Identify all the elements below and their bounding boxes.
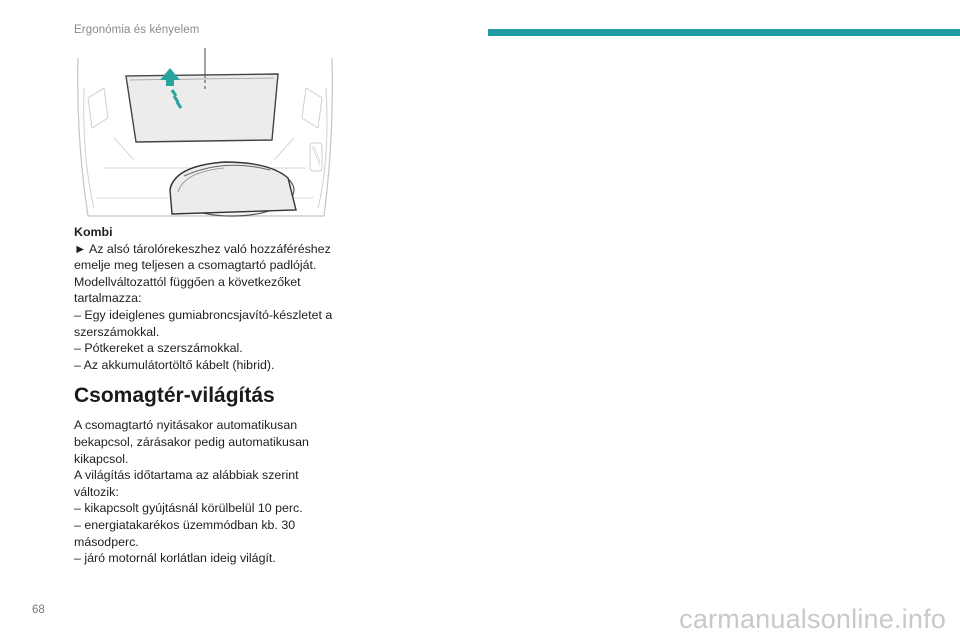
- running-header: Ergonómia és kényelem: [74, 24, 200, 36]
- section-paragraph: A világítás időtartama az alábbiak szerint változik:: [74, 468, 299, 499]
- section-title: Csomagtér-világítás: [74, 384, 275, 408]
- intro-text: Modellváltozattól függően a következőket tartalmazza:: [74, 274, 301, 306]
- instruction: ► Az alsó tárolórekeszhez való hozzáféréshez emelje meg teljesen a csomagtartó padlóját.: [74, 241, 331, 273]
- list-item: – Az akkumulátortöltő kábelt (hibrid).: [74, 357, 275, 372]
- subheading: Kombi: [74, 225, 113, 239]
- list-item: – járó motornál korlátlan ideig világít.: [74, 551, 276, 566]
- page-number: 68: [32, 604, 45, 616]
- section-paragraph: A csomagtartó nyitásakor automatikusan bekapcsol, zárásakor pedig automatikusan kikapcsol.: [74, 418, 309, 466]
- boot-floor-illustration: [74, 48, 336, 220]
- list-item: – energiatakarékos üzemmódban kb. 30 másodperc.: [74, 517, 296, 549]
- list-item: – Pótkereket a szerszámokkal.: [74, 341, 243, 356]
- accent-rule: [488, 29, 960, 36]
- main-text: [74, 224, 344, 567]
- watermark: carmanualsonline.info: [679, 604, 946, 634]
- list-item: – kikapcsolt gyújtásnál körülbelül 10 perc.: [74, 501, 303, 516]
- list-item: – Egy ideiglenes gumiabroncsjavító-készletet a szerszámokkal.: [74, 307, 333, 339]
